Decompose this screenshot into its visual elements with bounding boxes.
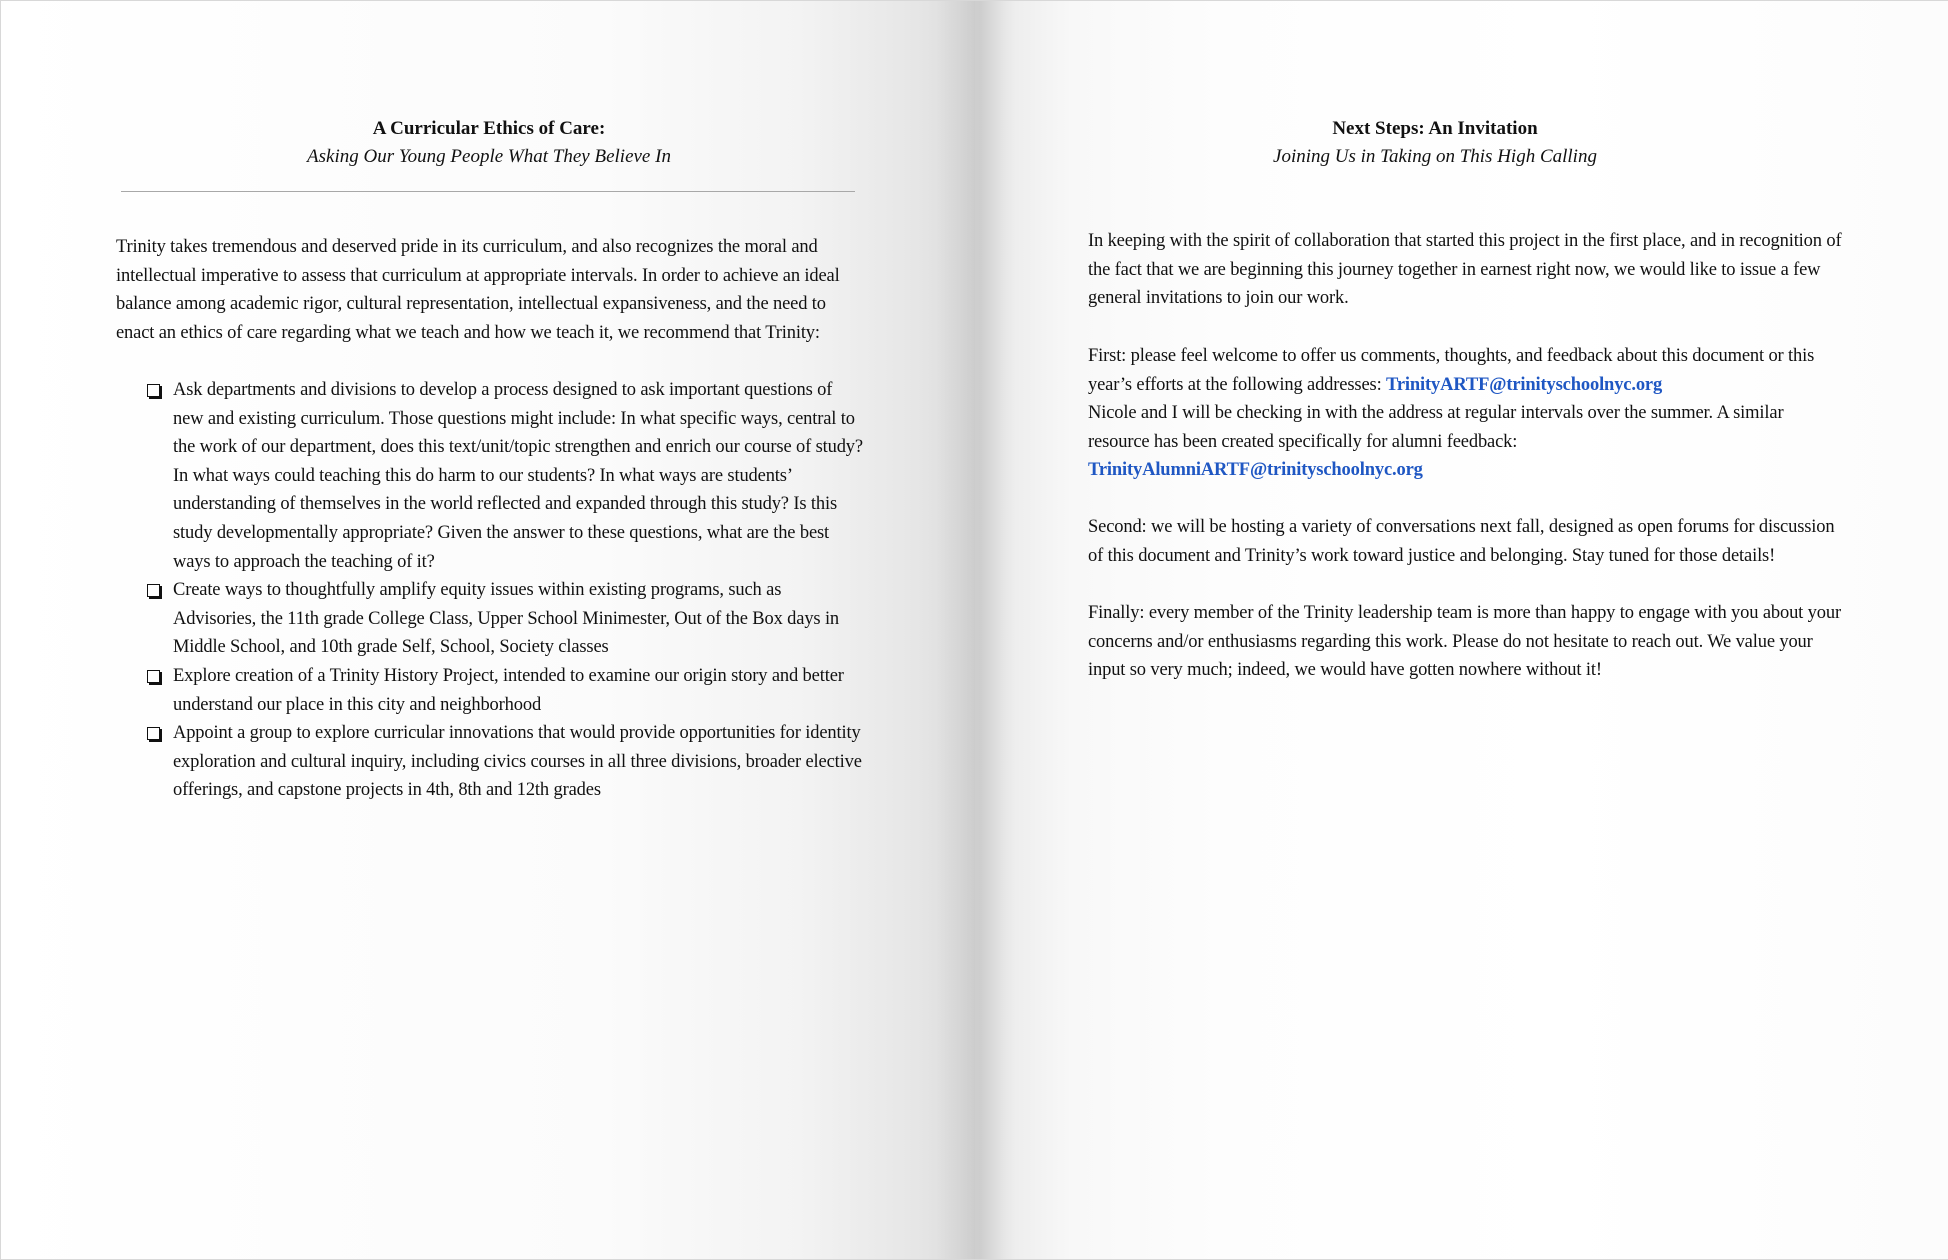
feedback-lead-text: First: please feel welcome to offer us comments, thoughts, and feedback about this document or this year’s efforts at the following addresses: <box>1088 346 1815 395</box>
checkbox-bullet-icon <box>147 384 160 397</box>
alumni-resource-text: Nicole and I will be checking in with the address at regular intervals over the summer. A similar resource has been created specifically for alumni feedback: <box>1088 403 1784 452</box>
list-item-text: Explore creation of a Trinity History Project, intended to examine our origin story and better understand our place in this city and neighborhood <box>173 665 844 715</box>
left-page-subtitle: Asking Our Young People What They Believe In <box>307 146 671 167</box>
list-item-text: Ask departments and divisions to develop a process designed to ask important questions of new and existing curriculum. Those questions might include: In what specific ways, central to the work of our department, does this text/unit/topic strengthen and enrich our course of study? In what ways could teaching this do harm to our students? In what ways are students’ understanding of themselves in the world reflected and expanded through this study? Is this study developmentally appropriate? Given the answer to these questions, what are the best ways to approach the teaching of it? <box>173 380 863 572</box>
left-page-heading <box>119 115 859 171</box>
right-page-subtitle: Joining Us in Taking on This High Calling <box>1273 146 1597 167</box>
left-page <box>1 1 975 1259</box>
left-page-title: A Curricular Ethics of Care: <box>372 118 606 139</box>
feedback-paragraph <box>1088 342 1848 485</box>
artf-email-link[interactable]: TrinityARTF@trinityschoolnyc.org <box>1386 374 1663 395</box>
checkbox-bullet-icon <box>147 584 160 597</box>
checkbox-bullet-icon <box>147 727 160 740</box>
list-item <box>116 662 866 719</box>
right-page <box>975 1 1948 1259</box>
left-intro-paragraph: Trinity takes tremendous and deserved pride in its curriculum, and also recognizes the moral and intellectual imperative to assess that curriculum at appropriate intervals. In order to achieve an ideal balance among academic rigor, cultural representation, intellectual expansiveness, and the need to enact an ethics of care regarding what we teach and how we teach it, we recommend that Trinity: <box>116 237 840 343</box>
list-item-text: Create ways to thoughtfully amplify equity issues within existing programs, such as Advisories, the 11th grade College Class, Upper School Minimester, Out of the Box days in Middle School, and 10th grade Self, School, Society classes <box>173 580 840 658</box>
list-item <box>116 376 866 576</box>
list-item <box>116 719 866 805</box>
checkbox-bullet-icon <box>147 670 160 683</box>
invitation-paragraph: In keeping with the spirit of collaboration that started this project in the first place, and in recognition of the fact that we are beginning this journey together in earnest right now, we would like to issue a few general invitations to join our work. <box>1088 231 1842 309</box>
right-page-heading <box>1065 115 1805 171</box>
conversations-paragraph: Second: we will be hosting a variety of conversations next fall, designed as open forums for discussion of this document and Trinity’s work toward justice and belonging. Stay tuned for those details! <box>1088 517 1835 566</box>
heading-divider <box>121 191 855 192</box>
alumni-email-link[interactable]: TrinityAlumniARTF@trinityschoolnyc.org <box>1088 460 1423 481</box>
right-page-title: Next Steps: An Invitation <box>1332 118 1538 139</box>
list-item <box>116 576 866 662</box>
list-item-text: Appoint a group to explore curricular innovations that would provide opportunities for identity exploration and cultural inquiry, including civics courses in all three divisions, broader elective offerings, and capstone projects in 4th, 8th and 12th grades <box>173 723 862 801</box>
recommendation-list <box>116 376 866 805</box>
leadership-paragraph: Finally: every member of the Trinity leadership team is more than happy to engage with you about your concerns and/or enthusiasms regarding this work. Please do not hesitate to reach out. We value your input so very much; indeed, we would have gotten nowhere without it! <box>1088 603 1841 681</box>
